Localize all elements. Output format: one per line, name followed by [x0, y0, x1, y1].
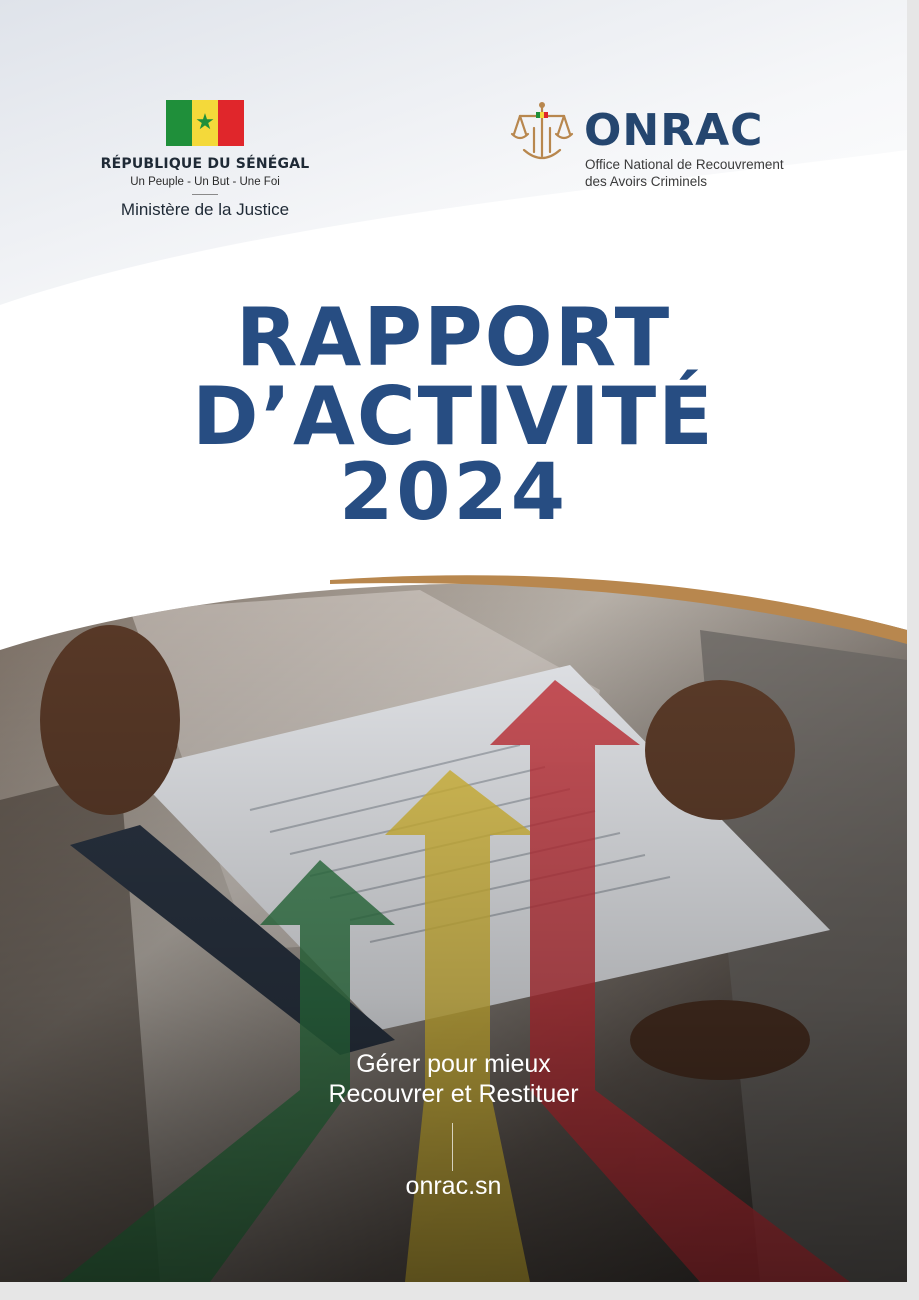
- title-year: 2024: [338, 448, 569, 538]
- office-acronym: ONRAC: [584, 105, 764, 156]
- ministry-name: Ministère de la Justice: [120, 200, 290, 219]
- government-name: RÉPUBLIQUE DU SÉNÉGAL: [100, 156, 310, 172]
- tagline-line1: Gérer pour mieux: [356, 1050, 551, 1078]
- senegal-flag-icon: [166, 100, 244, 146]
- onrac-logo: [510, 100, 820, 195]
- tagline-line2: Recouvrer et Restituer: [328, 1080, 579, 1108]
- office-name-line2: des Avoirs Criminels: [585, 174, 708, 189]
- website-link[interactable]: onrac.sn: [405, 1172, 502, 1200]
- government-block: [100, 100, 310, 220]
- office-name-line1: Office National de Recouvrement: [585, 157, 784, 172]
- divider: [452, 1123, 453, 1171]
- scales-of-justice-icon: [510, 100, 574, 166]
- divider: [192, 194, 218, 195]
- star-icon: ★: [195, 110, 215, 135]
- title-line1: RAPPORT: [235, 291, 672, 384]
- government-motto: Un Peuple - Un But - Une Foi: [130, 176, 280, 188]
- title-line2: D’ACTIVITÉ: [192, 370, 715, 463]
